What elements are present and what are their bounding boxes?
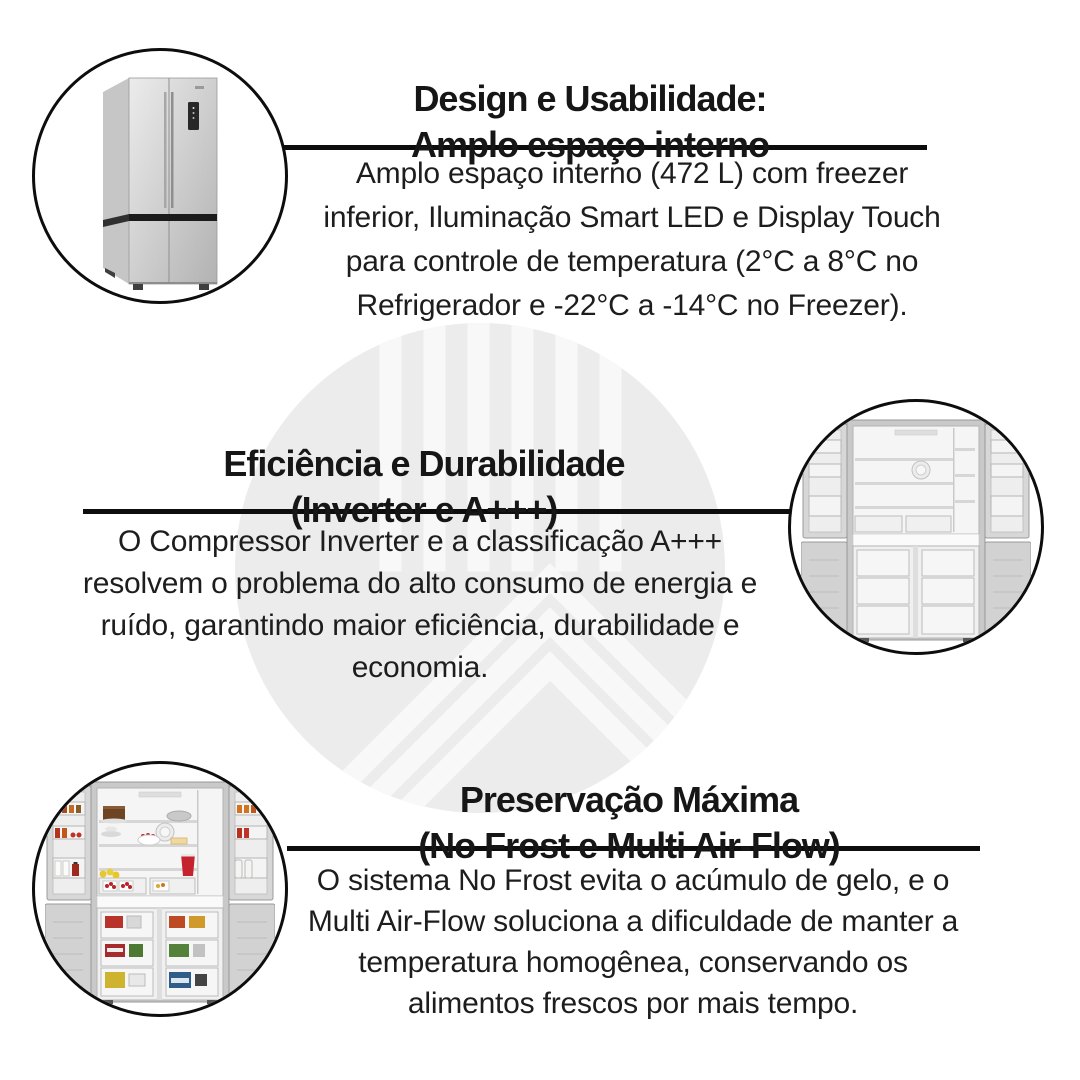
section-body-text: [282, 152, 982, 328]
open-fridge-photo-circle: [788, 399, 1044, 655]
closed-four-door-fridge-image: [91, 66, 229, 292]
body-line: inferior, Iluminação Smart LED e Display Touch: [323, 201, 941, 234]
section-title-line: Design e Usabilidade:: [413, 77, 767, 119]
body-line: economia.: [351, 651, 489, 684]
section-body-text: [283, 860, 983, 1024]
section-title-line: (Inverter e A+++): [290, 488, 558, 530]
section-title: [309, 777, 949, 869]
section-title-line: Amplo espaço interno: [410, 123, 770, 165]
body-line: ruído, garantindo maior eficiência, durabilidade e: [100, 609, 740, 642]
body-line: Refrigerador e -22°C a -14°C no Freezer).: [356, 289, 908, 322]
body-line: O Compressor Inverter e a classificação A+++: [118, 525, 722, 558]
body-line: resolvem o problema do alto consumo de energia e: [82, 567, 758, 600]
section-title-line: (No Frost e Multi Air-Flow): [418, 824, 840, 866]
body-line: Amplo espaço interno (472 L) com freezer: [355, 157, 909, 190]
section-body-text: [20, 521, 820, 689]
body-line: Multi Air-Flow soluciona a dificuldade de manter a: [307, 905, 959, 938]
body-line: temperatura homogênea, conservando os: [358, 946, 908, 979]
stocked-fridge-photo-circle: [32, 761, 288, 1017]
body-line: O sistema No Frost evita o acúmulo de gelo, e o: [316, 864, 950, 897]
closed-fridge-photo-circle: [32, 48, 288, 304]
section-title-line: Preservação Máxima: [459, 778, 799, 820]
body-line: alimentos frescos por mais tempo.: [407, 987, 859, 1020]
body-line: para controle de temperatura (2°C a 8°C no: [345, 245, 919, 278]
open-stocked-fridge-image: [45, 776, 275, 1004]
section-title: [124, 441, 724, 533]
section-title-line: Eficiência e Durabilidade: [223, 442, 625, 484]
open-empty-fridge-image: [801, 414, 1031, 642]
